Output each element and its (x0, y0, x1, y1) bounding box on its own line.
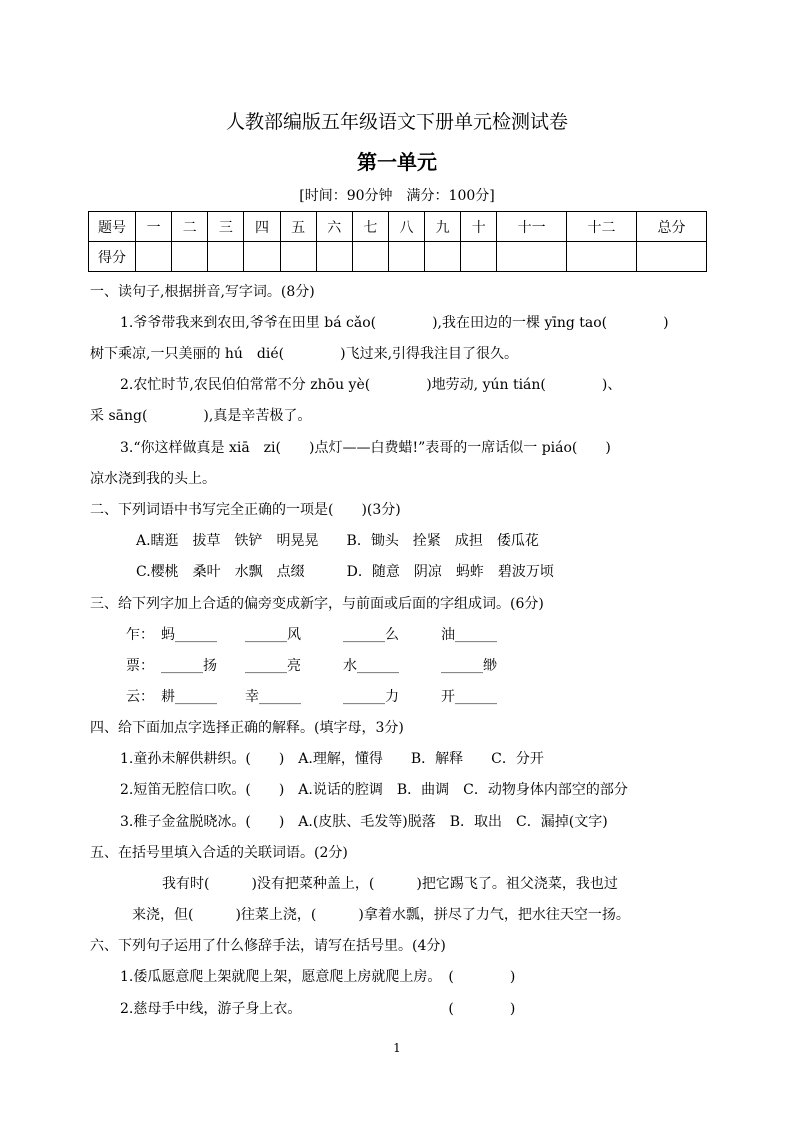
table-cell: 八 (388, 212, 424, 242)
section-2-title: 二、下列词语中书写完全正确的一项是( )(3分) (90, 502, 401, 518)
table-cell: 七 (352, 212, 388, 242)
score-cell[interactable] (497, 242, 567, 272)
score-cell[interactable] (136, 242, 172, 272)
section-3-title: 三、给下列字加上合适的偏旁变成新字，与前面或后面的字组成词。(6分) (90, 596, 544, 612)
paragraph-text: 我有时( )没有把菜种盖上，( )把它踢飞了。祖父浇菜，我也过 (162, 876, 618, 892)
score-cell[interactable] (172, 242, 208, 272)
choice-options: A.瞎逛 拔草 铁铲 明晃晃 B．锄头 拴紧 成担 倭瓜花 (136, 533, 539, 549)
table-cell: 六 (316, 212, 352, 242)
score-cell[interactable] (316, 242, 352, 272)
table-cell: 总分 (636, 212, 706, 242)
table-cell: 十一 (497, 212, 567, 242)
table-cell: 五 (280, 212, 316, 242)
question-text: 2.农忙时节,农民伯伯常常不分 zhōu yè( )地劳动, yún tián( )、 (120, 377, 622, 393)
choice-options: C.樱桃 桑叶 水飘 点缀 D．随意 阴凉 蚂蚱 碧波万顷 (136, 564, 554, 580)
score-cell[interactable] (425, 242, 461, 272)
table-cell: 二 (172, 212, 208, 242)
score-cell[interactable] (461, 242, 497, 272)
score-cell[interactable] (244, 242, 280, 272)
unit-title: 第一单元 (357, 150, 437, 174)
question-text: 凉水浇到我的头上。 (90, 471, 216, 487)
time-score-info: [时间：90分钟 满分：100分] (299, 188, 495, 204)
question-text: 树下乘凉,一只美丽的 hú dié( )飞过来,引得我注目了很久。 (90, 346, 519, 362)
question-text: 2.短笛无腔信口吹。( ) A.说话的腔调 B．曲调 C．动物身体内部空的部分 (120, 782, 628, 798)
score-cell[interactable] (567, 242, 637, 272)
score-table-score-row (89, 242, 707, 272)
score-table (88, 211, 707, 272)
table-cell: 九 (425, 212, 461, 242)
radical-row: 云： 耕______ 幸______ ______力 开______ (126, 689, 497, 705)
table-cell: 一 (136, 212, 172, 242)
question-text: 采 sāng( ),真是辛苦极了。 (90, 408, 312, 424)
question-text: 2.慈母手中线，游子身上衣。 ( ) (120, 1001, 516, 1017)
table-cell: 题号 (89, 212, 136, 242)
score-cell[interactable] (388, 242, 424, 272)
table-cell: 十 (461, 212, 497, 242)
question-text: 1.爷爷带我来到农田,爷爷在田里 bá cǎo( ),我在田边的一棵 yīng tao( ) (120, 315, 669, 331)
radical-row: 票： ______扬 ______亮 水______ ______缈 (126, 658, 497, 674)
question-text: 3.“你这样做真是 xiā zi( )点灯——白费蜡!”表哥的一席话似一 piáo( ) (120, 440, 611, 456)
paragraph-text: 来浇，但( )往菜上浇，( )拿着水瓢，拼尽了力气，把水往天空一扬。 (132, 907, 630, 923)
score-cell[interactable] (280, 242, 316, 272)
section-1-title: 一、读句子,根据拼音,写字词。(8分) (90, 284, 315, 300)
score-table-header-row (89, 212, 707, 242)
score-cell[interactable] (352, 242, 388, 272)
page-number: 1 (393, 1041, 401, 1055)
question-text: 1.童孙未解供耕织。( ) A.理解，懂得 B．解释 C．分开 (120, 751, 544, 767)
question-text: 3.稚子金盆脱晓冰。( ) A.(皮肤、毛发等)脱落 B．取出 C．漏掉(文字) (120, 814, 608, 830)
table-cell: 四 (244, 212, 280, 242)
question-text: 1.倭瓜愿意爬上架就爬上架，愿意爬上房就爬上房。 ( ) (120, 969, 516, 985)
score-cell[interactable] (636, 242, 706, 272)
radical-row: 乍： 蚂______ ______风 ______么 油______ (126, 627, 497, 643)
section-4-title: 四、给下面加点字选择正确的解释。(填字母，3分) (90, 720, 404, 736)
table-cell: 十二 (567, 212, 637, 242)
section-5-title: 五、在括号里填入合适的关联词语。(2分) (90, 845, 348, 861)
score-cell[interactable] (208, 242, 244, 272)
exam-title: 人教部编版五年级语文下册单元检测试卷 (225, 111, 568, 133)
table-cell: 三 (208, 212, 244, 242)
section-6-title: 六、下列句子运用了什么修辞手法，请写在括号里。(4分) (90, 938, 446, 954)
table-cell: 得分 (89, 242, 136, 272)
